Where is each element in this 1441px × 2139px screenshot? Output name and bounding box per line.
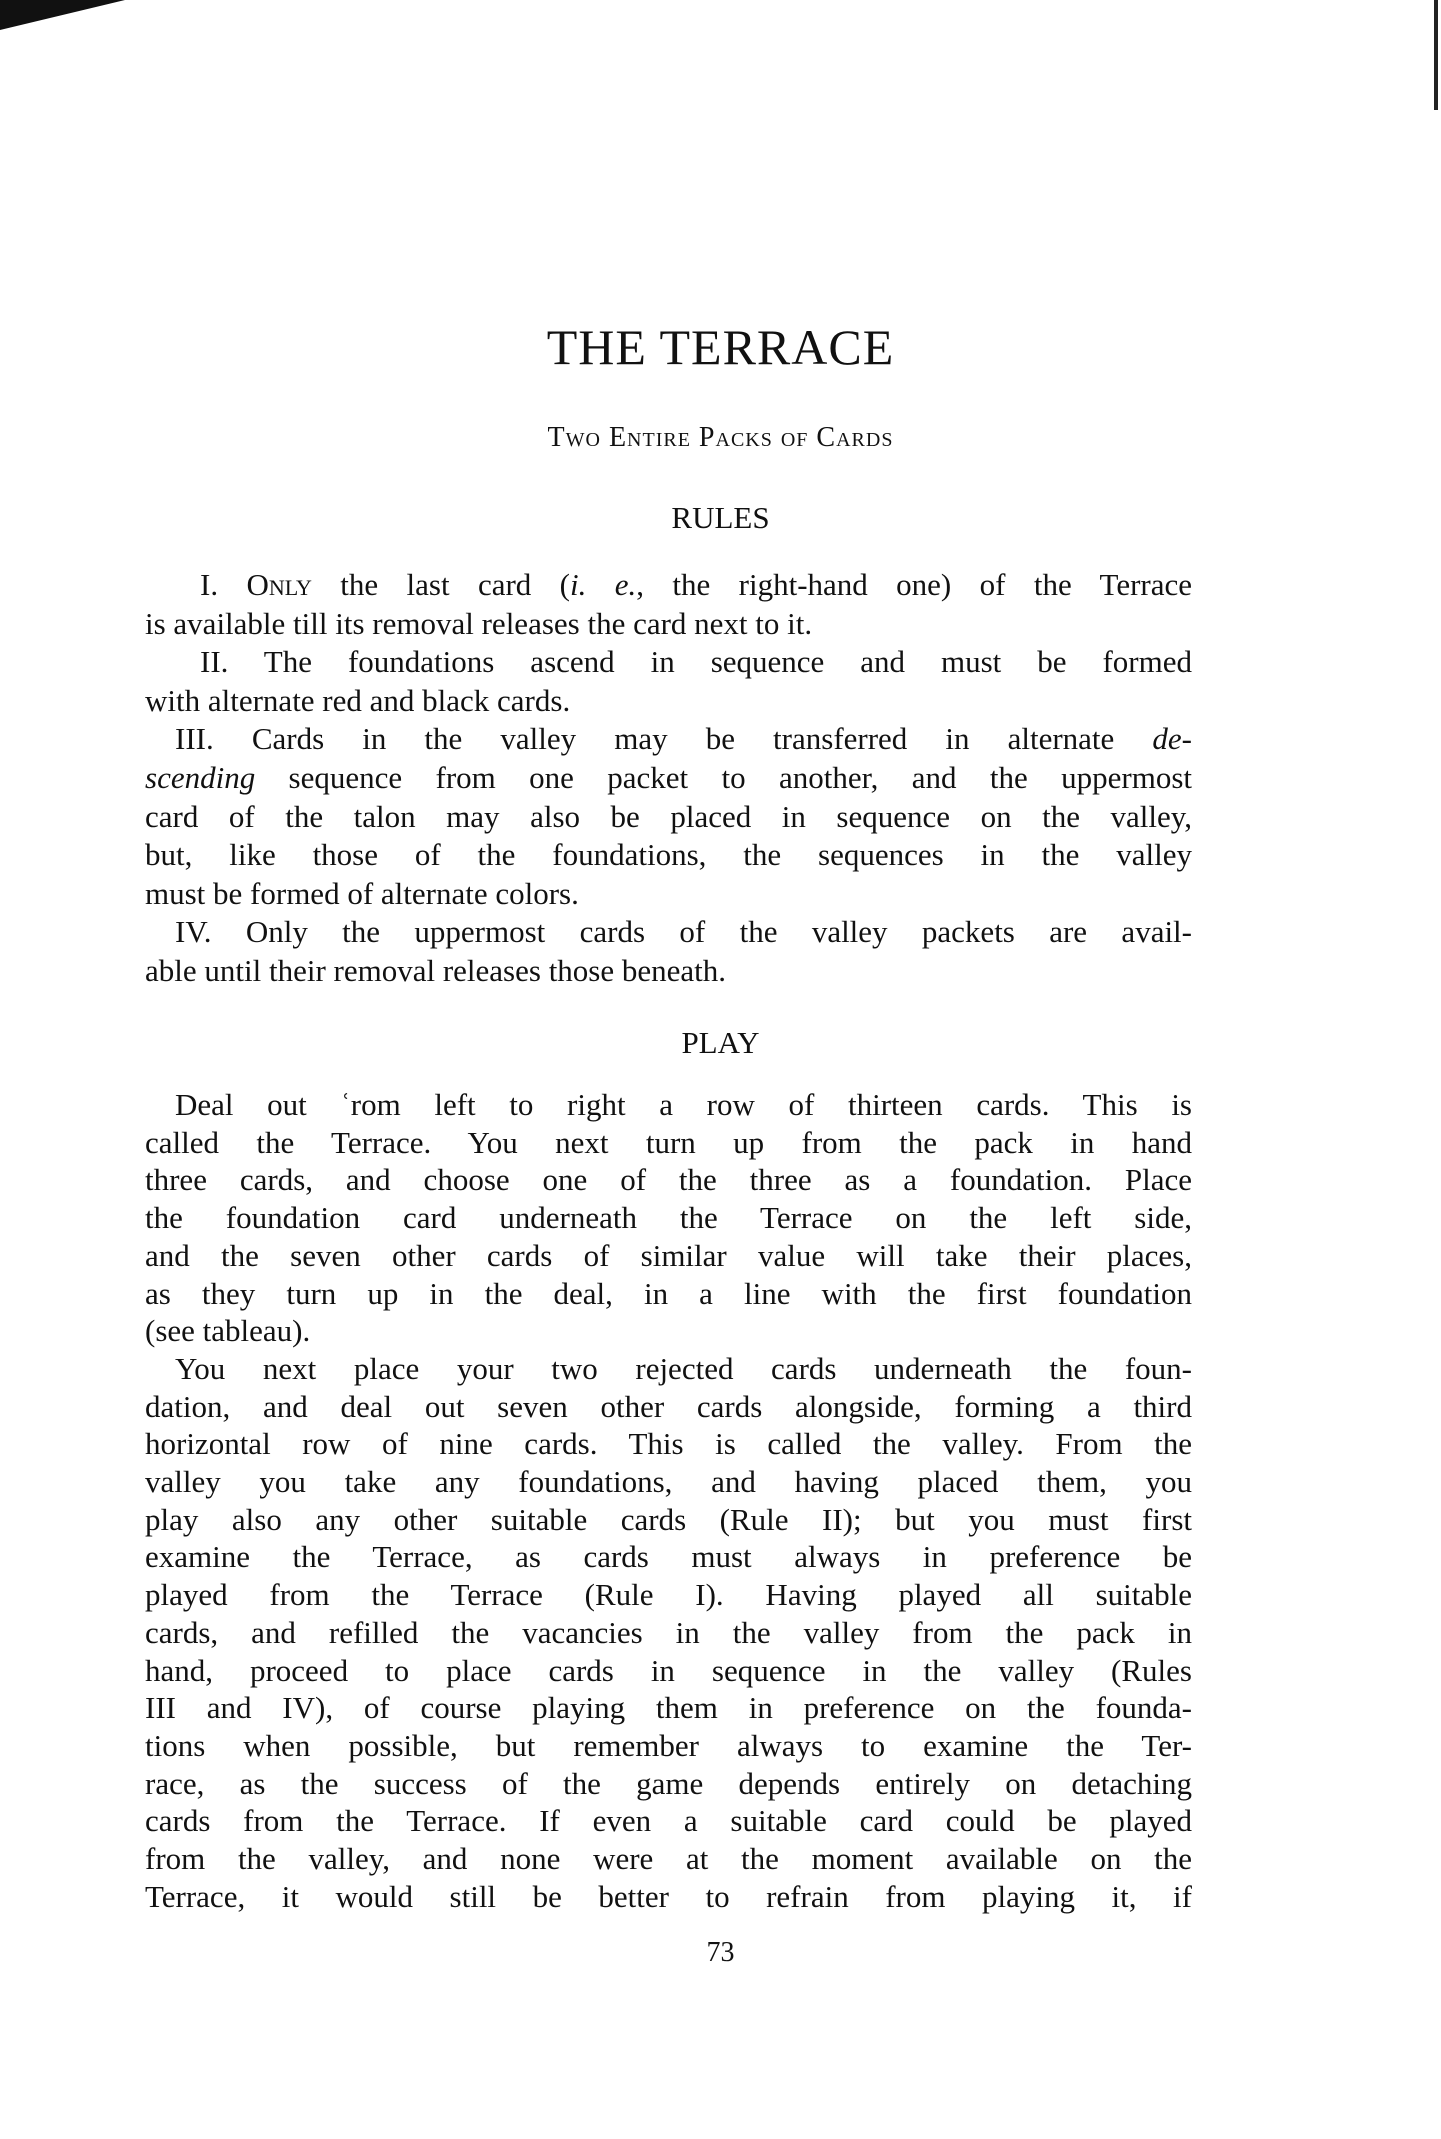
text-segment: with alternate red and black cards. (145, 682, 571, 718)
text-segment: cards from the Terrace. If even a suitable card could be played (145, 1803, 1192, 1839)
text-line (145, 1161, 1192, 1199)
text-segment: III. Cards in the valley may be transferred in alternate (175, 721, 1153, 757)
text-segment: horizontal row of nine cards. This is called the valley. From the (145, 1426, 1192, 1462)
text-segment: is available till its removal releases the card next to it. (145, 605, 813, 641)
text-segment: II. The foundations ascend in sequence and must be formed (200, 644, 1192, 680)
text-segment: , the right-hand one) of the Terrace (636, 567, 1192, 602)
text-segment: three cards, and choose one of the three as a foundation. Place (145, 1162, 1192, 1198)
text-line (145, 1727, 1192, 1765)
text-line (145, 682, 1192, 720)
text-segment: must be formed of alternate colors. (145, 875, 579, 911)
text-segment: III and IV), of course playing them in preference on the founda- (145, 1690, 1192, 1726)
text-line (145, 1275, 1192, 1313)
text-line (145, 1878, 1192, 1916)
text-segment: valley you take any foundations, and having placed them, you (145, 1464, 1192, 1499)
text-line (145, 952, 1192, 990)
text-segment: (see tableau). (145, 1313, 311, 1349)
text-segment: from the valley, and none were at the moment available on the (145, 1841, 1192, 1876)
italic-text: de- (1152, 721, 1192, 757)
scan-edge-line (1434, 0, 1438, 110)
text-segment: card of the talon may also be placed in sequence on the valley, (145, 798, 1192, 834)
text-segment: Terrace, it would still be better to refrain from playing it, if (145, 1878, 1192, 1914)
text-segment: IV. Only the uppermost cards of the valley packets are avail- (175, 914, 1192, 950)
text-line (145, 913, 1192, 951)
text-segment: race, as the success of the game depends entirely on detaching (145, 1765, 1192, 1801)
text-segment: You next place your two rejected cards underneath the foun- (175, 1350, 1192, 1386)
text-segment: the last card ( (311, 567, 570, 602)
text-segment: Only (246, 567, 312, 602)
text-segment: dation, and deal out seven other cards alongside, forming a third (145, 1388, 1192, 1424)
text-segment: able until their removal releases those beneath. (145, 953, 727, 988)
text-segment: hand, proceed to place cards in sequence in the valley (Rules (145, 1652, 1192, 1688)
text-segment: play also any other suitable cards (Rule II); but you must first (145, 1501, 1192, 1537)
scan-corner-shadow (0, 0, 30, 40)
text-line (145, 1312, 1192, 1350)
text-line (145, 798, 1192, 836)
text-line (145, 759, 1192, 797)
text-line (145, 1086, 1192, 1124)
text-line (145, 1802, 1192, 1840)
text-line (145, 875, 1192, 913)
text-line (145, 720, 1192, 758)
text-segment: but, like those of the foundations, the sequences in the valley (145, 837, 1192, 873)
text-segment: Deal out ʿrom left to right a row of thirteen cards. This is (175, 1087, 1192, 1122)
text-line (145, 1652, 1192, 1690)
text-segment: as they turn up in the deal, in a line with the first foundation (145, 1275, 1192, 1311)
text-line (145, 1538, 1192, 1576)
text-line (145, 1388, 1192, 1426)
italic-text: scending (145, 760, 256, 795)
text-line (145, 1614, 1192, 1652)
text-line (145, 1425, 1192, 1463)
text-segment: tions when possible, but remember always to examine the Ter- (145, 1727, 1192, 1763)
text-line (145, 836, 1192, 874)
text-line (145, 1689, 1192, 1727)
text-line (145, 605, 1192, 643)
text-segment: the foundation card underneath the Terrace on the left side, (145, 1200, 1192, 1236)
text-segment: cards, and refilled the vacancies in the valley from the pack in (145, 1614, 1192, 1650)
text-segment: I. (200, 567, 247, 602)
text-line (145, 1124, 1192, 1162)
text-segment: and the seven other cards of similar value will take their places, (145, 1237, 1192, 1273)
italic-text: i. e. (570, 567, 637, 602)
page-title: THE TERRACE (546, 319, 895, 375)
text-line (145, 1840, 1192, 1878)
text-line (145, 566, 1192, 604)
text-line (145, 1576, 1192, 1614)
text-line (145, 643, 1192, 681)
text-line (145, 1350, 1192, 1388)
text-segment: sequence from one packet to another, and the uppermost (255, 760, 1192, 795)
text-line (145, 1199, 1192, 1237)
page-number: 73 (706, 1937, 735, 1968)
text-line (145, 1237, 1192, 1275)
text-line (145, 1463, 1192, 1501)
page-subtitle: Two Entire Packs of Cards (547, 422, 894, 453)
text-line (145, 1501, 1192, 1539)
play-heading: PLAY (681, 1025, 760, 1060)
rules-heading: RULES (671, 500, 770, 535)
text-segment: called the Terrace. You next turn up from the pack in hand (145, 1124, 1192, 1160)
text-line (145, 1765, 1192, 1803)
text-segment: examine the Terrace, as cards must always in preference be (145, 1539, 1192, 1575)
text-segment: played from the Terrace (Rule I). Having played all suitable (145, 1577, 1192, 1613)
